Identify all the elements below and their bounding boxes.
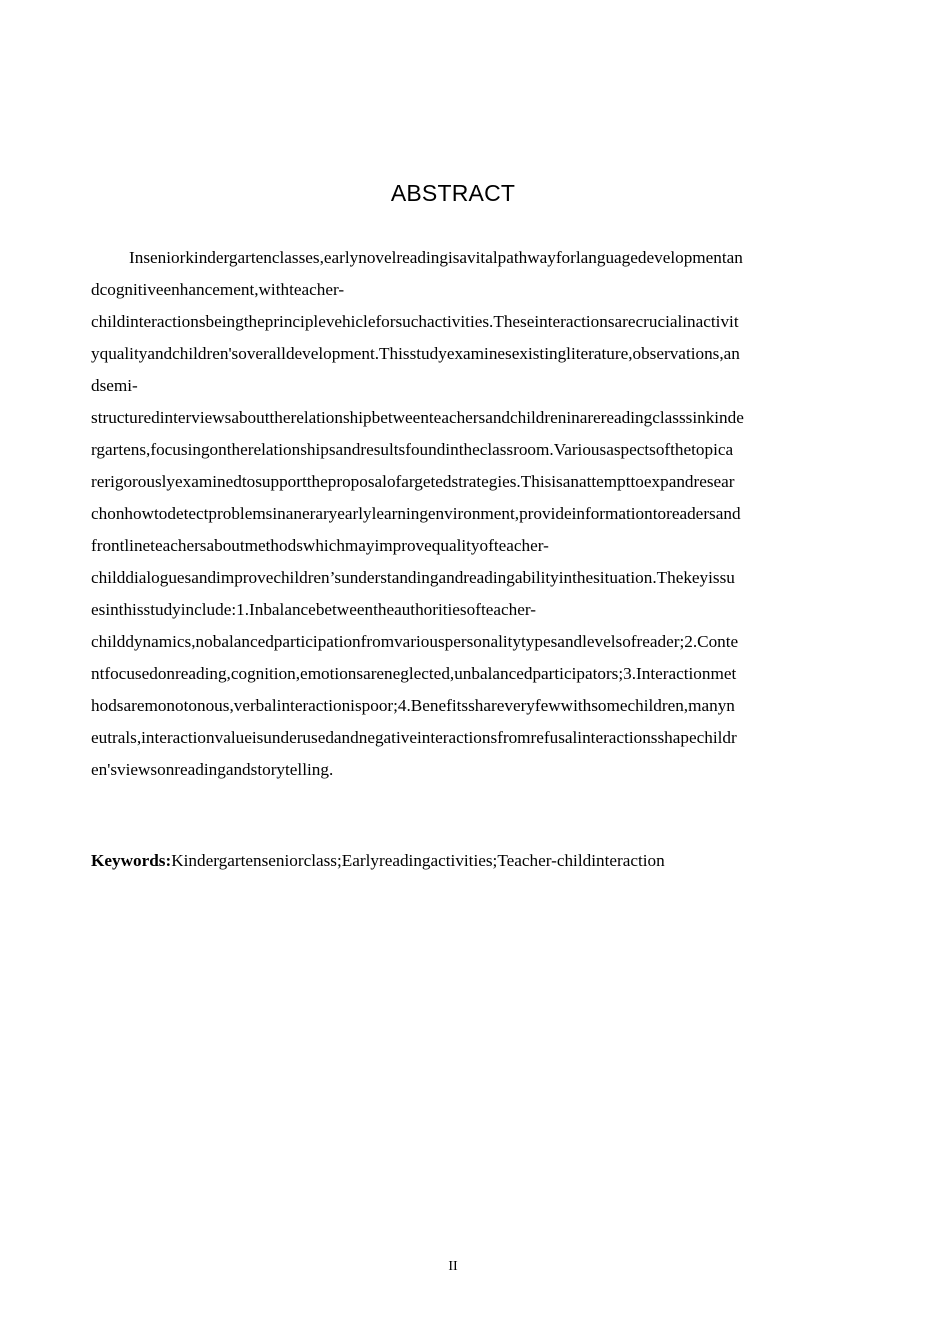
abstract-line: ntfocusedonreading,cognition,emotionsareneglected,unbalancedparticipators;3.Interactionmet [91,664,737,683]
page-number: II [448,1259,458,1274]
abstract-line: frontlineteachersaboutmethodswhichmayimprovequalityofteacher- [91,536,549,555]
abstract-line: yqualityandchildren'soveralldevelopment.Thisstudyexaminesexistingliterature,observations,an [91,344,740,363]
abstract-line: childinteractionsbeingtheprinciplevehicleforsuchactivities.Theseinteractionsarecrucialinactivit [91,312,739,331]
abstract-line: esinthisstudyinclude:1.Inbalancebetweentheauthoritiesofteacher- [91,600,536,619]
abstract-line: dcognitiveenhancement,withteacher- [91,280,345,299]
abstract-line: chonhowtodetectproblemsinaneraryearlylearningenvironment,provideinformationtoreadersand [91,504,741,523]
abstract-line: eutrals,interactionvalueisunderusedandnegativeinteractionsfromrefusalinteractionsshapechildr [91,728,737,747]
abstract-body [91,242,815,786]
keywords-line [91,845,851,877]
abstract-line: dsemi- [91,376,138,395]
abstract-line: childdynamics,nobalancedparticipationfromvariouspersonalitytypesandlevelsofreader;2.Conte [91,632,739,651]
abstract-line: rgartens,focusingontherelationshipsandresultsfoundintheclassroom.Variousaspectsofthetopica [91,440,734,459]
abstract-line: childdialoguesandimprovechildren’sunderstandingandreadingabilityinthesituation.Thekeyissu [91,568,735,587]
abstract-line: structuredinterviewsabouttherelationshipbetweenteachersandchildreninarereadingclasssinkinde [91,408,744,427]
keywords-text: Kindergartenseniorclass;Earlyreadingactivities;Teacher-childinteraction [171,851,665,870]
abstract-line: en'sviewsonreadingandstorytelling. [91,760,334,779]
abstract-line: hodsaremonotonous,verbalinteractionispoor;4.Benefitsshareveryfewwithsomechildren,manyn [91,696,735,715]
abstract-line: rerigorouslyexaminedtosupporttheproposalofargetedstrategies.Thisisanattempttoexpandresear [91,472,735,491]
abstract-line: Inseniorkindergartenclasses,earlynovelreadingisavitalpathwayforlanguagedevelopmentan [129,248,743,267]
abstract-title: ABSTRACT [390,180,516,206]
keywords-label: Keywords: [91,851,172,870]
